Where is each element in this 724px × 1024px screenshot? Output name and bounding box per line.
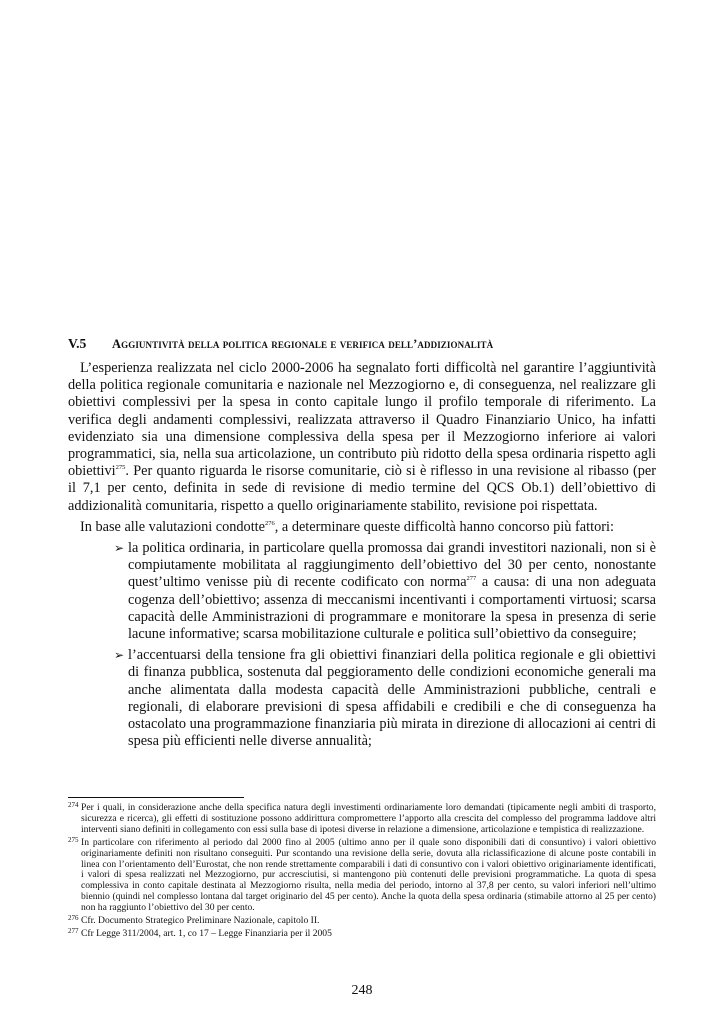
footnote [68,916,656,927]
footnote-number: 277 [68,926,79,935]
footnote-number: 275 [68,835,79,844]
footnotes [68,803,656,942]
footnote-number: 274 [68,801,79,809]
footnote [68,803,656,836]
footnote [68,926,656,940]
list-item-text: l’accentuarsi della tensione fra gli obiettivi finanziari della politica regionale e gli obiettivi di finanza pubblica, sostenuta dal peggioramento delle condizioni economiche generali ma anche alimentata dalla modesta capacità delle Amministrazioni pubbliche, centrali e regionali, di elaborare previsioni di spesa affidabili e credibili e che di conseguenza ha ostacolato una programmazione finanziaria più mirata in direzione di allocazioni ai centri di spesa più efficienti nelle diverse annualità; [128,647,656,750]
footnote-ref[interactable]: 275 [115,464,126,472]
section-heading [68,336,656,352]
paragraph-text: In base alle valutazioni condotte [80,518,265,535]
list-item-text: la politica ordinaria, in particolare quella promossa dai grandi investitori nazionali, non si è compiutamente mobilitata al raggiungimento dell’obiettivo del 30 per cento, nonostante quest’ultimo venisse più di recente codificato con norma [128,540,656,591]
footnote-text: Cfr Legge 311/2004, art. 1, co 17 – Legge Finanziaria per il 2005 [81,927,332,939]
section-title: Aggiuntività della politica regionale e verifica dell’addizionalità [112,337,494,351]
arrow-bullet-icon: ➢ [114,648,125,663]
arrow-bullet-icon: ➢ [114,541,125,556]
footnote-ref[interactable]: 277 [466,575,477,583]
footnote [68,835,656,914]
section-number: V.5 [68,336,87,351]
list-item [114,540,656,643]
paragraph-intro [68,360,656,515]
list-item-text: a causa: di una non adeguata cogenza dell’obiettivo; assenza di meccanismi incentivanti i comportamenti virtuosi; scarsa capacità delle Amministrazioni di programmare e monitorare la spesa in presenza di serie lacune informative; scarsa mobilitazione culturale e politica sull’obiettivo da conseguire; [128,574,656,643]
factor-list [68,540,656,750]
paragraph-text: L’esperienza realizzata nel ciclo 2000-2006 ha segnalato forti difficoltà nel garantire l’aggiuntività della politica regionale comunitaria e nazionale nel Mezzogiorno e, di conseguenza, nel realizzare gli obiettivi complessivi per la spesa in conto capitale lungo il profilo temporale di riferimento. La verifica degli andamenti complessivi, realizzata attraverso il Quadro Finanziario Unico, ha infatti evidenziato sia una dimensione complessiva della spesa per il Mezzogiorno inferiore ai valori programmatici, sia, nella sua articolazione, un contributo più ridotto della spesa ordinaria rispetto agli obiettivi [68,360,656,480]
footnote-divider [68,797,244,798]
page-number: 248 [351,983,373,998]
footnote-text: In particolare con riferimento al periodo dal 2000 fino al 2005 (ultimo anno per il quale sono disponibili dati di consuntivo) i valori obiettivo originariamente definiti non risultano conseguiti. Pur scontando una revisione della serie, dovuta alla riclassificazione di alcune poste contabili in linea con l’orientamento dell’Eurostat, che non rende strettamente comparabili i dati di consuntivo con i valori obiettivo originariamente identificati, i valori di spesa realizzati nel Mezzogiorno, pur accresciutisi, si mantengono più contenuti delle previsioni programmatiche. La quota di spesa complessiva in conto capitale destinata al Mezzogiorno risulta, nella media del periodo, intorno al 37,8 per cento, su valori inferiori nell’ultimo biennio (quindi nel complesso lontana dal target originario del 45 per cento). Anche la quota della spesa ordinaria (stimabile attorno al 25 per cento) non ha raggiunto l’obiettivo del 30 per cento. [81,836,656,914]
paragraph-text: . Per quanto riguarda le risorse comunitarie, ciò si è riflesso in una revisione al ribasso (per il 7,1 per cento, definita in sede di revisione di medio termine del QCS Ob.1) dell’obiettivo di addizionalità comunitaria, rispetto a quello originariamente stabilito, revisione poi rispettata. [68,463,656,514]
paragraph-text: , a determinare queste difficoltà hanno concorso più fattori: [274,518,614,535]
page-body [68,336,656,754]
list-item [114,647,656,750]
paragraph-factors [68,519,656,536]
footnote-ref[interactable]: 276 [265,520,275,528]
footnote-text: Cfr. Documento Strategico Preliminare Nazionale, capitolo II. [81,915,320,927]
footnote-number: 276 [68,914,79,923]
footnote-text: Per i quali, in considerazione anche della specifica natura degli investimenti ordinariamente loro demandati (tipicamente negli ambiti di trasporto, sicurezza e ricerca), gli effetti di sostituzione possono addirittura compromettere l’apporto alla crescita del complesso del programma laddove altri interventi siano definiti in collegamento con essi sulla base di ipotesi diverse in relazione a dimensione, articolazione e tempistica di realizzazione. [81,802,656,835]
